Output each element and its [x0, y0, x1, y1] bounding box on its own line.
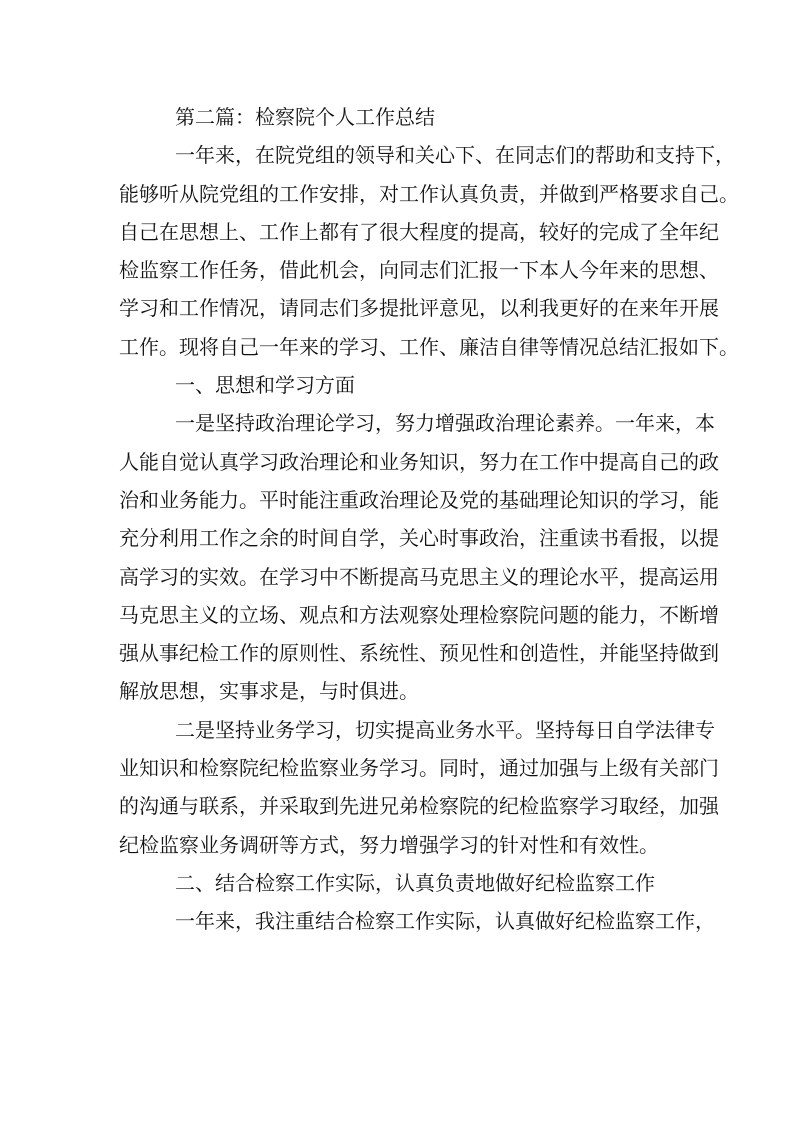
section-heading: 一、思想和学习方面	[175, 373, 355, 398]
document-title: 第二篇：检察院个人工作总结	[175, 105, 435, 129]
paragraph-line: 一年来，我注重结合检察工作实际，认真做好纪检监察工作，	[175, 909, 715, 934]
paragraph-line: 一年来，在院党组的领导和关心下、在同志们的帮助和支持下，	[175, 143, 735, 168]
paragraph-line: 业知识和检察院纪检监察业务学习。同时，通过加强与上级有关部门	[119, 756, 719, 781]
paragraph-line: 检监察工作任务，借此机会，向同志们汇报一下本人今年来的思想、	[119, 258, 719, 283]
paragraph-line: 工作。现将自己一年来的学习、工作、廉洁自律等情况总结汇报如下。	[119, 334, 739, 359]
paragraph-line: 治和业务能力。平时能注重政治理论及党的基础理论知识的学习，能	[119, 487, 719, 512]
paragraph-line: 学习和工作情况，请同志们多提批评意见，以利我更好的在来年开展	[119, 296, 719, 321]
paragraph-line: 强从事纪检工作的原则性、系统性、预见性和创造性，并能坚持做到	[119, 641, 719, 666]
paragraph-line: 高学习的实效。在学习中不断提高马克思主义的理论水平，提高运用	[119, 564, 719, 589]
paragraph-line: 自己在思想上、工作上都有了很大程度的提高，较好的完成了全年纪	[119, 219, 719, 244]
paragraph-line: 充分利用工作之余的时间自学，关心时事政治，注重读书看报，以提	[119, 526, 719, 551]
paragraph-line: 能够听从院党组的工作安排，对工作认真负责，并做到严格要求自己。	[119, 181, 739, 206]
paragraph-line: 的沟通与联系，并采取到先进兄弟检察院的纪检监察学习取经，加强	[119, 794, 719, 819]
paragraph-line: 人能自觉认真学习政治理论和业务知识，努力在工作中提高自己的政	[119, 449, 719, 474]
paragraph-line: 二是坚持业务学习，切实提高业务水平。坚持每日自学法律专	[175, 717, 715, 742]
paragraph-line: 马克思主义的立场、观点和方法观察处理检察院问题的能力，不断增	[119, 602, 719, 627]
document-body	[119, 98, 739, 941]
paragraph-line: 一是坚持政治理论学习，努力增强政治理论素养。一年来，本	[175, 411, 715, 436]
paragraph-line: 纪检监察业务调研等方式，努力增强学习的针对性和有效性。	[119, 832, 659, 857]
section-heading: 二、结合检察工作实际，认真负责地做好纪检监察工作	[175, 870, 655, 895]
paragraph-line: 解放思想，实事求是，与时俱进。	[119, 679, 419, 704]
